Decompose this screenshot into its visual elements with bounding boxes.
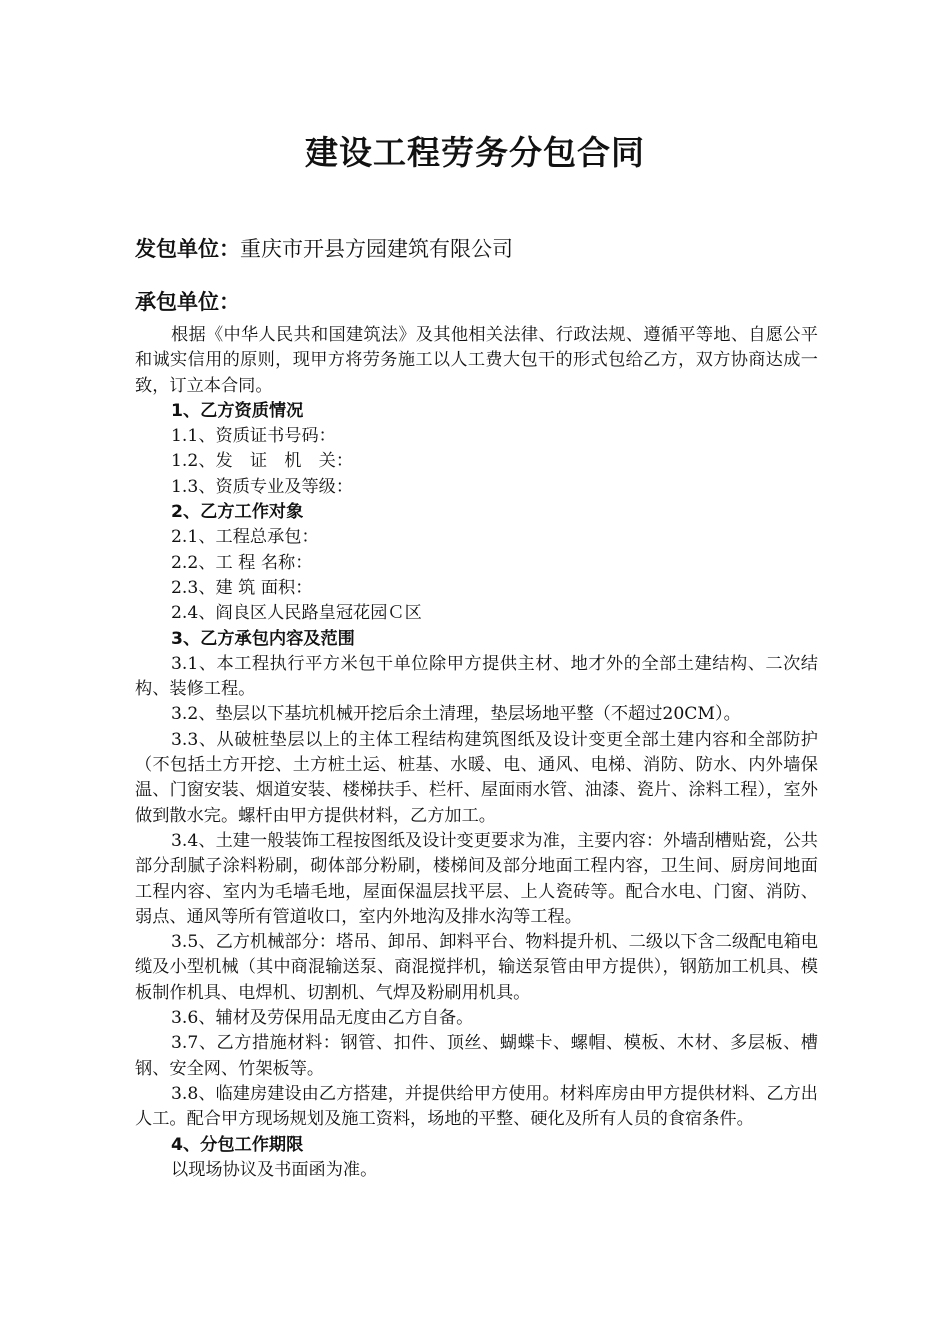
clause: 2.2、工 程 名称：	[171, 552, 313, 573]
contract-body	[135, 323, 818, 1183]
section-heading: 1、乙方资质情况	[171, 400, 304, 421]
clause: 3.7、乙方措施材料：钢管、扣件、顶丝、蝴蝶卡、螺帽、模板、木材、多层板、槽钢、安全网、竹架板等。	[135, 1033, 818, 1079]
clause: 1.1、资质证书号码：	[171, 426, 336, 447]
clause: 2.4、阎良区人民路皇冠花园Ｃ区	[171, 603, 422, 624]
section-heading: 2、乙方工作对象	[171, 502, 304, 523]
clause: 2.1、工程总承包：	[171, 527, 319, 548]
clause: 3.6、辅材及劳保用品无度由乙方自备。	[171, 1008, 474, 1029]
intro-paragraph: 根据《中华人民共和国建筑法》及其他相关法律、行政法规、遵循平等地、自愿公平和诚实信用的原则，现甲方将劳务施工以人工费大包干的形式包给乙方，双方协商达成一致，订立本合同。	[135, 325, 818, 396]
clause: 3.3、从破桩垫层以上的主体工程结构建筑图纸及设计变更全部土建内容和全部防护（不包括土方开挖、土方桩土运、桩基、水暖、电、通风、电梯、消防、防水、内外墙保温、门窗安装、烟道安装、楼梯扶手、栏杆、屋面雨水管、油漆、瓷片、涂料工程），室外做到散水完。螺杆由甲方提供材料，乙方加工。	[135, 729, 818, 826]
clause: 3.2、垫层以下基坑机械开挖后余土清理，垫层场地平整（不超过20CM）。	[171, 704, 741, 725]
document-title: 建设工程劳务分包合同	[305, 133, 645, 172]
clause: 3.5、乙方机械部分：塔吊、卸吊、卸料平台、物料提升机、二级以下含二级配电箱电缆及小型机械（其中商混输送泵、商混搅拌机，输送泵管由甲方提供），钢筋加工机具、模板制作机具、电焊机、切割机、气焊及粉刷用机具。	[135, 932, 818, 1003]
clause: 3.8、临建房建设由乙方搭建，并提供给甲方使用。材料库房由甲方提供材料、乙方出人工。配合甲方现场规划及施工资料，场地的平整、硬化及所有人员的食宿条件。	[135, 1083, 818, 1130]
clause: 1.2、发 证 机 关：	[171, 451, 354, 472]
subcontractor-label: 承包单位：	[135, 290, 240, 314]
clause: 3.1、本工程执行平方米包干单位除甲方提供主材、地才外的全部土建结构、二次结构、装修工程。	[135, 653, 818, 700]
clause: 2.3、建 筑 面积：	[171, 577, 313, 598]
contractor-label: 发包单位：	[135, 237, 240, 261]
section-heading: 3、乙方承包内容及范围	[171, 628, 355, 649]
clause: 3.4、土建一般装饰工程按图纸及设计变更要求为准，主要内容：外墙刮槽贴瓷，公共部分刮腻子涂料粉刷，砌体部分粉刷，楼梯间及部分地面工程内容，卫生间、厨房间地面工程内容、室内为毛墙毛地，屋面保温层找平层、上人瓷砖等。配合水电、门窗、消防、弱点、通风等所有管道收口，室内外地沟及排水沟等工程。	[135, 830, 818, 927]
contractor-line	[135, 234, 513, 264]
subcontractor-line	[135, 287, 240, 317]
section-heading: 4、分包工作期限	[171, 1134, 304, 1155]
contractor-value: 重庆市开县方园建筑有限公司	[240, 237, 513, 261]
clause: 以现场协议及书面函为准。	[171, 1159, 378, 1180]
clause: 1.3、资质专业及等级：	[171, 476, 354, 497]
